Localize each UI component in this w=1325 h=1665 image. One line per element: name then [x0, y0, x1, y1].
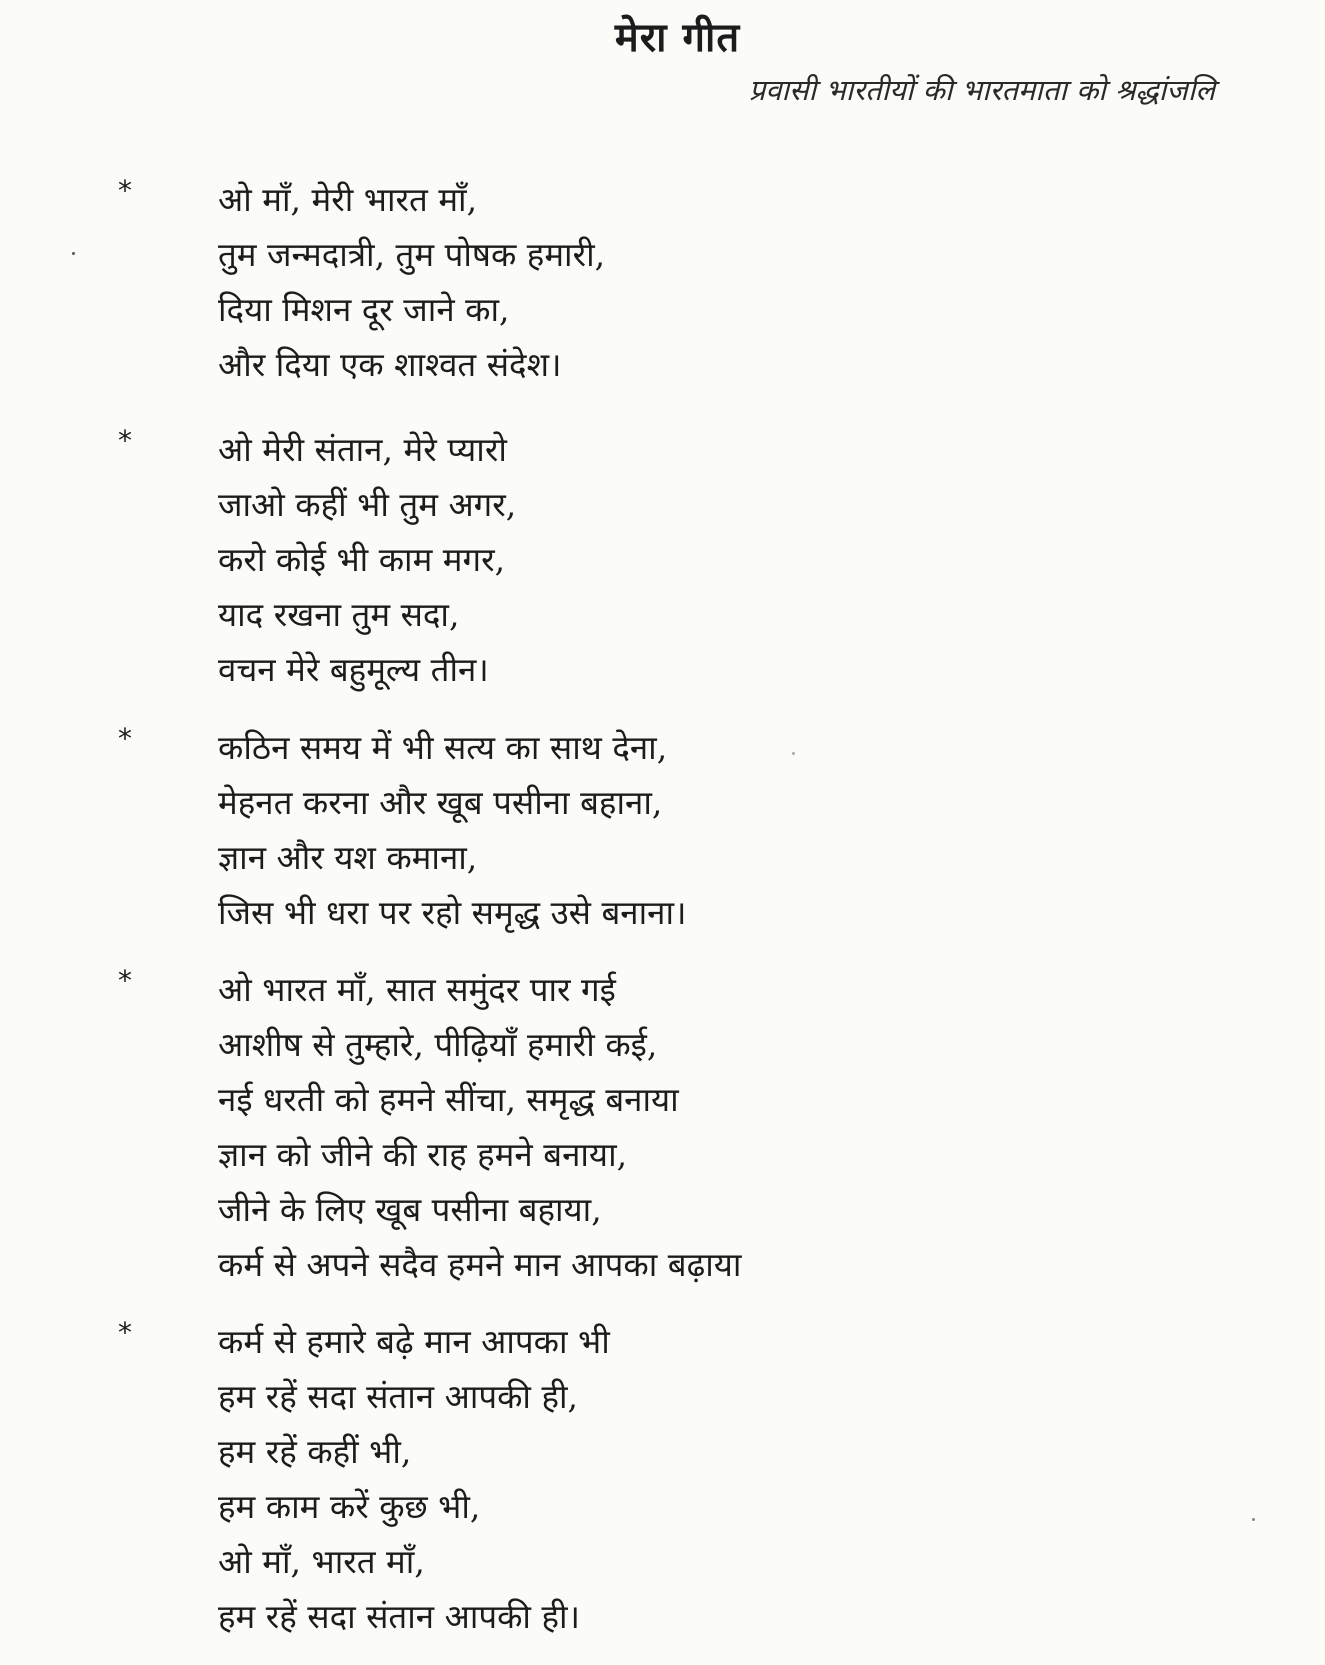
poem-line: ओ भारत माँ, सात समुंदर पार गई — [218, 970, 616, 1009]
poem-line: दिया मिशन दूर जाने का, — [218, 290, 510, 329]
scan-speck — [72, 252, 75, 255]
stanza-lines — [218, 172, 605, 392]
stanza-bullet: * — [118, 722, 132, 755]
poem-line: जाओ कहीं भी तुम अगर, — [218, 485, 517, 524]
poem-line: ज्ञान को जीने की राह हमने बनाया, — [218, 1135, 628, 1174]
poem-line: करो कोई भी काम मगर, — [218, 540, 506, 579]
poem-line: हम रहें कहीं भी, — [218, 1432, 412, 1471]
stanza-bullet: * — [118, 424, 132, 457]
poem-line: हम रहें सदा संतान आपकी ही। — [218, 1597, 581, 1636]
stanza-lines — [218, 720, 687, 940]
poem-line: हम रहें सदा संतान आपकी ही, — [218, 1377, 579, 1416]
poem-line: कर्म से हमारे बढ़े मान आपका भी — [218, 1322, 610, 1361]
poem-line: मेहनत करना और खूब पसीना बहाना, — [218, 783, 663, 822]
poem-line: वचन मेरे बहुमूल्य तीन। — [218, 650, 489, 689]
poem-line: ज्ञान और यश कमाना, — [218, 838, 478, 877]
poem-line: जिस भी धरा पर रहो समृद्ध उसे बनाना। — [218, 893, 687, 932]
stanza-bullet: * — [118, 964, 132, 997]
poem-title: मेरा गीत — [614, 14, 741, 61]
stanza-lines — [218, 962, 741, 1292]
poem-line: कठिन समय में भी सत्य का साथ देना, — [218, 728, 668, 767]
stanza-bullet: * — [118, 1316, 132, 1349]
stanza-lines — [218, 422, 516, 697]
scan-speck — [792, 752, 795, 755]
scan-speck — [1252, 1518, 1255, 1521]
poem-line: और दिया एक शाश्वत संदेश। — [218, 345, 562, 384]
poem-line: कर्म से अपने सदैव हमने मान आपका बढ़ाया — [218, 1245, 742, 1284]
poem-line: नई धरती को हमने सींचा, समृद्ध बनाया — [218, 1080, 679, 1119]
stanza-bullet: * — [118, 174, 132, 207]
poem-line: आशीष से तुम्हारे, पीढ़ियाँ हमारी कई, — [218, 1025, 658, 1064]
stanza-lines — [218, 1314, 610, 1644]
poem-line: ओ माँ, मेरी भारत माँ, — [218, 180, 478, 219]
poem-line: जीने के लिए खूब पसीना बहाया, — [218, 1190, 602, 1229]
poem-subtitle: प्रवासी भारतीयों की भारतमाता को श्रद्धांजलि — [748, 73, 1215, 107]
poem-line: ओ माँ, भारत माँ, — [218, 1542, 425, 1581]
poem-line: तुम जन्मदात्री, तुम पोषक हमारी, — [218, 235, 606, 274]
poem-line: ओ मेरी संतान, मेरे प्यारो — [218, 430, 507, 469]
poem-line: हम काम करें कुछ भी, — [218, 1487, 481, 1526]
poem-line: याद रखना तुम सदा, — [218, 595, 460, 634]
